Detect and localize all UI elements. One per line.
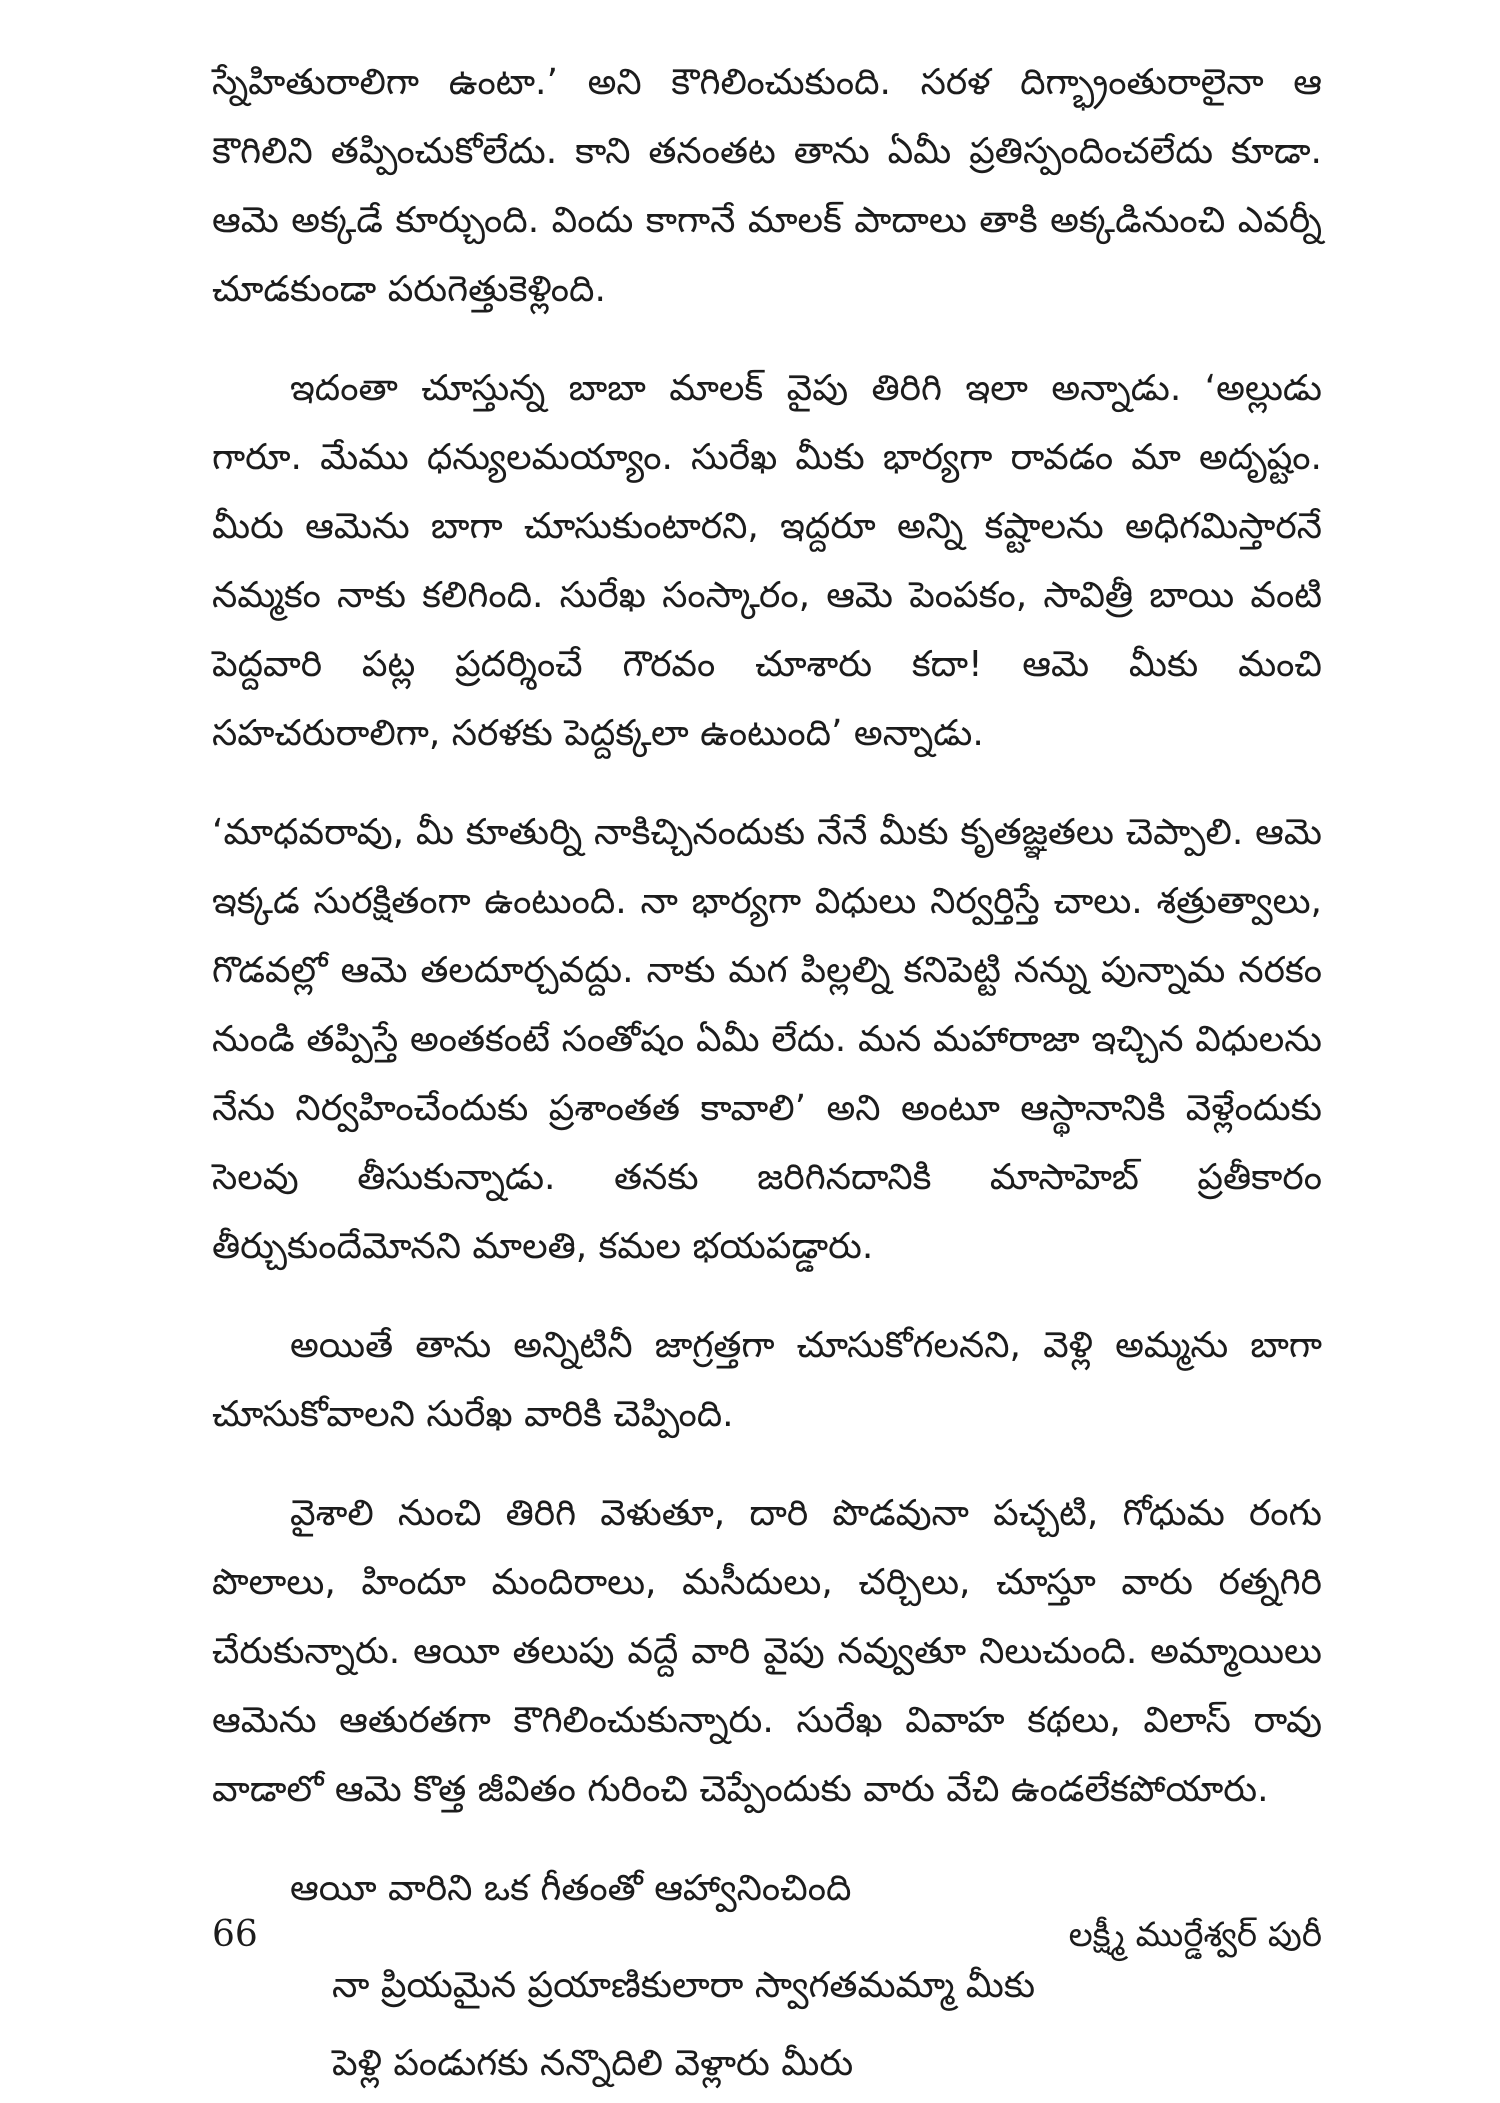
paragraph-4: అయితే తాను అన్నిటినీ జాగ్రత్తగా చూసుకోగలనని, వెళ్లి అమ్మను బాగా చూసుకోవాలని సురేఖ వారికి చెప్పింది. — [212, 1325, 1322, 1435]
paragraph-3: ‘మాధవరావు, మీ కూతుర్ని నాకిచ్చినందుకు నేనే మీకు కృతజ్ఞతలు చెప్పాలి. ఆమె ఇక్కడ సురక్షితంగా ఉంటుంది. నా భార్యగా విధులు నిర్వర్తిస్తే చాలు. శత్రుత్వాలు, గొడవల్లో ఆమె తలదూర్చవద్దు. నాకు మగ పిల్లల్ని కనిపెట్టి నన్ను పున్నామ నరకం నుండి తప్పిస్తే అంతకంటే సంతోషం ఏమీ లేదు. మన మహారాజా ఇచ్చిన విధులను నేను నిర్వహించేందుకు ప్రశాంతత కావాలి’ అని అంటూ ఆస్థానానికి వెళ్లేందుకు సెలవు తీసుకున్నాడు. తనకు జరిగినదానికి మాసాహెబ్ ప్రతీకారం తీర్చుకుందేమోనని మాలతి, కమల భయపడ్డారు. — [212, 812, 1322, 1267]
song-verse — [212, 1947, 1322, 2103]
page-number: 66 — [212, 1914, 258, 1955]
paragraph-2: ఇదంతా చూస్తున్న బాబా మాలక్ వైపు తిరిగి ఇలా అన్నాడు. ‘అల్లుడు గారూ. మేము ధన్యులమయ్యాం. సురేఖ మీకు భార్యగా రావడం మా అదృష్టం. మీరు ఆమెను బాగా చూసుకుంటారని, ఇద్దరూ అన్ని కష్టాలను అధిగమిస్తారనే నమ్మకం నాకు కలిగింది. సురేఖ సంస్కారం, ఆమె పెంపకం, సావిత్రీ బాయి వంటి పెద్దవారి పట్ల ప్రదర్శించే గౌరవం చూశారు కదా! ఆమె మీకు మంచి సహచరురాలిగా, సరళకు పెద్దక్కలా ఉంటుంది’ అన్నాడు. — [212, 368, 1322, 754]
paragraph-1: స్నేహితురాలిగా ఉంటా.’ అని కౌగిలించుకుంది. సరళ దిగ్భ్రాంతురాలైనా ఆ కౌగిలిని తప్పించుకోలేదు. కాని తనంతట తాను ఏమీ ప్రతిస్పందించలేదు కూడా. ఆమె అక్కడే కూర్చుంది. విందు కాగానే మాలక్ పాదాలు తాకి అక్కడినుంచి ఎవర్నీ చూడకుండా పరుగెత్తుకెళ్లింది. — [212, 62, 1322, 310]
verse-line-2: పెళ్లి పండుగకు నన్నొదిలి వెళ్లారు మీరు — [332, 2043, 854, 2084]
paragraph-5: వైశాలి నుంచి తిరిగి వెళుతూ, దారి పొడవునా పచ్చటి, గోధుమ రంగు పొలాలు, హిందూ మందిరాలు, మసీదులు, చర్చిలు, చూస్తూ వారు రత్నగిరి చేరుకున్నారు. ఆయీ తలుపు వద్దే వారి వైపు నవ్వుతూ నిలుచుంది. అమ్మాయిలు ఆమెను ఆతురతగా కౌగిలించుకున్నారు. సురేఖ వివాహ కథలు, విలాస్ రావు వాడాలో ఆమె కొత్త జీవితం గురించి చెప్పేందుకు వారు వేచి ఉండలేకపోయారు. — [212, 1493, 1322, 1810]
page-footer — [212, 1905, 1322, 1965]
paragraph-6: ఆయీ వారిని ఒక గీతంతో ఆహ్వానించింది — [290, 1868, 852, 1909]
page-body — [212, 48, 1322, 2103]
author-name: లక్ష్మీ ముర్డేశ్వర్ పురీ — [1068, 1915, 1322, 1955]
verse-line-1: నా ప్రియమైన ప్రయాణికులారా స్వాగతమమ్మా మీకు — [332, 1965, 1036, 2006]
